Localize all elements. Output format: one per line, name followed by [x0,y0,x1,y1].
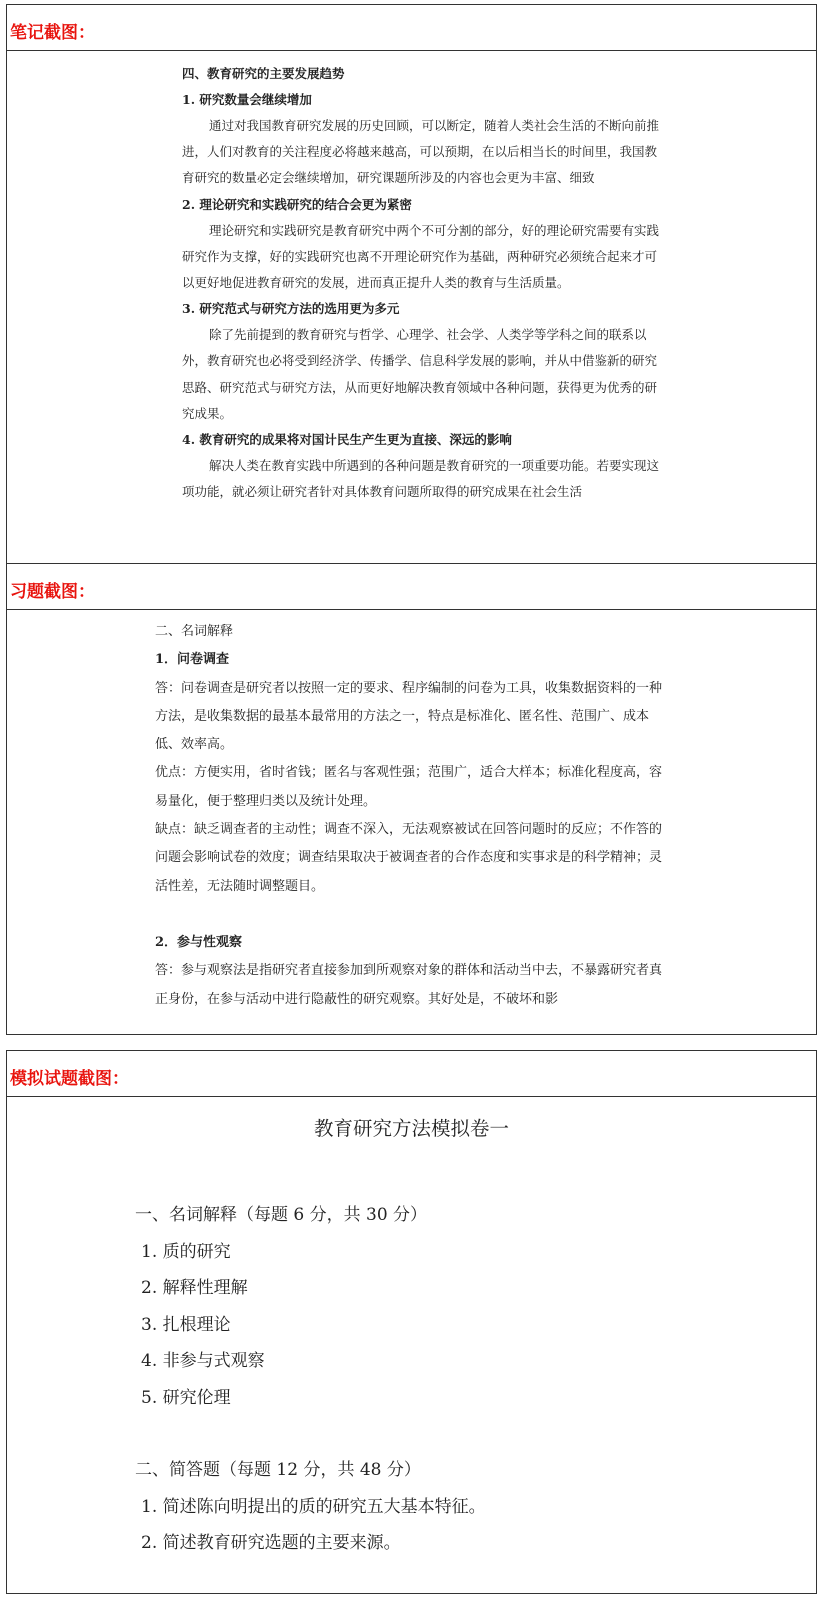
mock-part1-item: 1. 质的研究 [141,1241,231,1262]
notes-header [7,5,816,51]
notes-subheading-2: 2. 理论研究和实践研究的结合会更为紧密 [182,196,412,212]
notes-paragraph-3: 除了先前提到的教育研究与哲学、心理学、社会学、人类学等学科之间的联系以外，教育研究也必将受到经济学、传播学、信息科学发展的影响，并从中借鉴新的研究思路、研究范式与研究方法，从而更好地解决教育领域中各种问题，获得更为优秀的研究成果。 [182,327,658,421]
exercise-q1-title: 1．问卷调查 [155,652,230,668]
mock-exam-header-label: 模拟试题截图： [10,1069,129,1089]
mock-exam-section [6,1050,817,1594]
notes-header-label: 笔记截图： [10,23,95,43]
mock-part1-item: 2. 解释性理解 [141,1278,248,1298]
notes-subheading-3: 3. 研究范式与研究方法的选用更为多元 [182,301,400,317]
notes-paragraph-1: 通过对我国教育研究发展的历史回顾，可以断定，随着人类社会生活的不断向前推进，人们对教育的关注程度必将越来越高，可以预期，在以后相当长的时间里，我国教育研究的数量必定会继续增加，研究课题所涉及的内容也会更为丰富、细致 [182,118,660,186]
notes-heading: 四、教育研究的主要发展趋势 [182,66,345,81]
mock-part1-item: 3. 扎根理论 [141,1314,231,1335]
mock-exam-header [7,1051,816,1097]
mock-part2-item: 1. 简述陈向明提出的质的研究五大基本特征。 [141,1496,486,1517]
mock-part1-item: 5. 研究伦理 [141,1387,231,1408]
exercise-q1-answer: 答：问卷调查是研究者以按照一定的要求、程序编制的问卷为工具，收集数据资料的一种方法，是收集数据的最基本最常用的方法之一，特点是标准化、匿名性、范围广、成本低、效率高。 [155,680,663,753]
notes-content [7,51,816,563]
mock-exam-content [7,1097,816,1593]
mock-part2-item: 2. 简述教育研究选题的主要来源。 [141,1533,401,1553]
notes-subheading-1: 1. 研究数量会继续增加 [182,92,312,107]
mock-part2-heading: 二、简答题（每题 12 分，共 48 分） [135,1460,421,1480]
notes-paragraph-4: 解决人类在教育实践中所遇到的各种问题是教育研究的一项重要功能。若要实现这项功能，就必须让研究者针对具体教育问题所取得的研究成果在社会生活 [182,458,660,500]
notes-section [6,4,817,564]
exercise-title: 二、名词解释 [155,624,234,639]
exercise-q1-cons: 缺点：缺乏调查者的主动性；调查不深入，无法观察被试在回答问题时的反应；不作答的问题会影响试卷的效度；调查结果取决于被调查者的合作态度和实事求是的科学精神；灵活性差，无法随时调整题目。 [155,822,663,894]
notes-paragraph-2: 理论研究和实践研究是教育研究中两个不可分割的部分，好的理论研究需要有实践研究作为支撑，好的实践研究也离不开理论研究作为基础，两种研究必须统合起来才可以更好地促进教育研究的发展，进而真正提升人类的教育与生活质量。 [182,222,660,291]
exercise-header-label: 习题截图： [10,582,95,602]
notes-subheading-4: 4. 教育研究的成果将对国计民生产生更为直接、深远的影响 [182,432,512,448]
mock-exam-title: 教育研究方法模拟卷一 [313,1117,509,1140]
exercise-header [7,564,816,610]
exercise-content [7,610,816,1034]
mock-part1-item: 4. 非参与式观察 [141,1351,265,1371]
exercise-q2-title: 2．参与性观察 [155,934,243,950]
exercise-section [6,563,817,1035]
exercise-q1-pros: 优点：方便实用，省时省钱；匿名与客观性强；范围广，适合大样本；标准化程度高，容易量化，便于整理归类以及统计处理。 [155,765,663,809]
exercise-q2-answer: 答：参与观察法是指研究者直接参加到所观察对象的群体和活动当中去，不暴露研究者真正身份，在参与活动中进行隐蔽性的研究观察。其好处是，不破坏和影 [155,963,663,1007]
mock-part1-heading: 一、名词解释（每题 6 分，共 30 分） [135,1205,428,1225]
